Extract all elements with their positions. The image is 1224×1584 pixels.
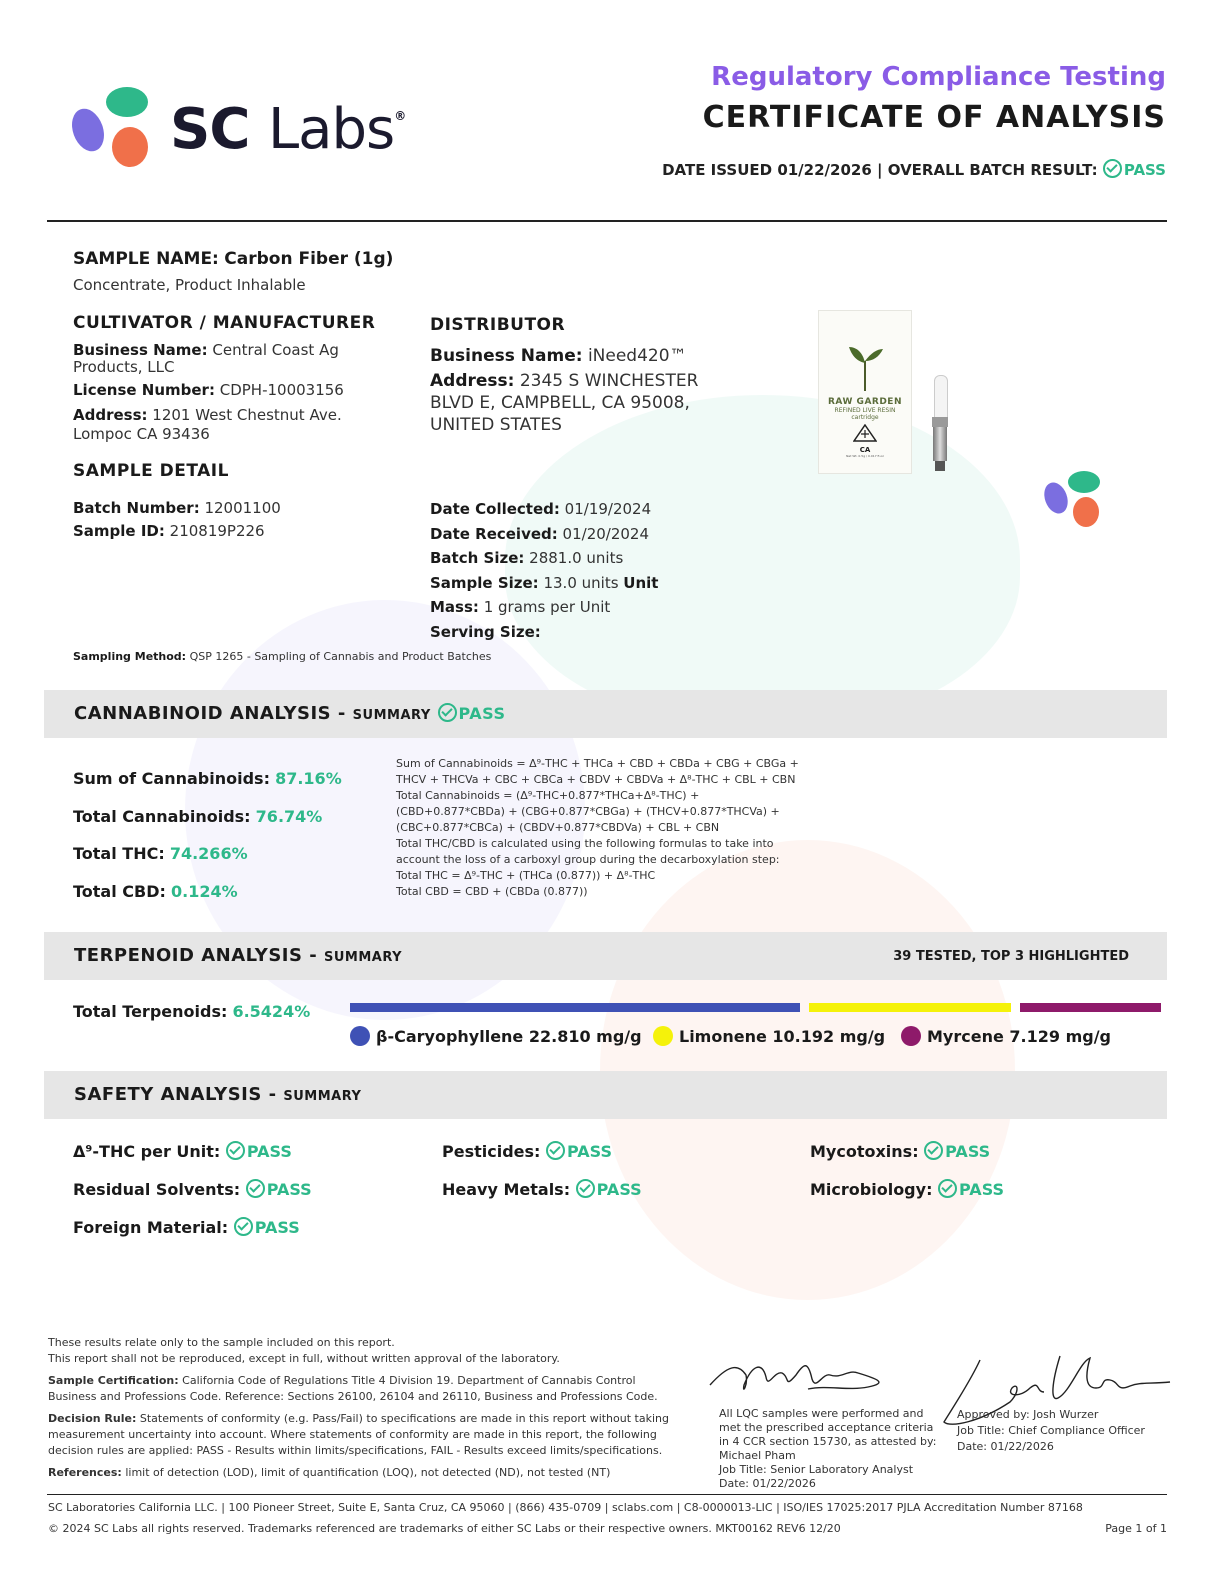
rule-text: Statements of conformity (e.g. Pass/Fail) to specifications are made in this report without taking — [139, 1412, 669, 1425]
formula-line: Total THC/CBD is calculated using the following formulas to take into — [396, 837, 774, 850]
logo-reg: ® — [394, 109, 406, 123]
terpene-legend-2 — [653, 1026, 885, 1046]
terpene-bar-3 — [1020, 1003, 1161, 1012]
safety-band — [44, 1071, 1167, 1119]
terpenoid-title: TERPENOID ANALYSIS - — [74, 945, 318, 966]
check-icon — [546, 1141, 565, 1160]
date-collected: 01/19/2024 — [564, 500, 652, 518]
thc-label: Total THC: — [73, 844, 165, 864]
product-line2: cartridge — [851, 414, 879, 421]
rule-text-3: decision rules are applied: PASS - Results within limits/specifications, FAIL - Results exceed limits/specifications. — [48, 1444, 663, 1457]
formula-line: Total THC = Δ⁹-THC + (THCa (0.877)) + Δ⁸-THC — [396, 869, 656, 882]
product-brand: RAW GARDEN — [828, 397, 902, 407]
cartridge-image — [932, 375, 948, 471]
sig2-line: Job Title: Chief Compliance Officer — [957, 1424, 1145, 1437]
check-icon — [234, 1217, 253, 1236]
cannabis-warning-icon — [853, 424, 877, 442]
sum-label: Sum of Cannabinoids: — [73, 769, 270, 788]
logo-mark-icon — [70, 85, 152, 171]
product-image — [818, 310, 912, 474]
cannabinoid-formula — [396, 756, 799, 900]
formula-line: (CBD+0.877*CBDa) + (CBG+0.877*CBGa) + (THCV+0.877*THCVa) + — [396, 805, 780, 818]
footer-address: SC Laboratories California LLC. | 100 Pioneer Street, Suite E, Santa Cruz, CA 95060 | (866) 435-0709 | sclabs.com | C8-0000013-LIC | ISO/IES 17025:2017 PJLA Accreditation Number 87168 — [48, 1501, 1083, 1514]
signature-block-1 — [719, 1407, 936, 1491]
footer-notes — [48, 1335, 688, 1481]
sc-labs-logo — [70, 85, 430, 175]
product-ca: CA — [859, 446, 871, 454]
terpenoid-band — [44, 932, 1167, 980]
cultivator-block — [73, 341, 373, 444]
safety-label: Heavy Metals: — [442, 1180, 571, 1199]
safety-label: Residual Solvents: — [73, 1180, 241, 1199]
cannabinoid-result: PASS — [458, 704, 506, 723]
sample-size-label: Sample Size: — [430, 573, 539, 592]
cult-address-line2: Lompoc CA 93436 — [73, 425, 210, 443]
terpene-dot — [653, 1026, 673, 1046]
terpene-name: Limonene 10.192 mg/g — [679, 1027, 886, 1046]
product-line1: REFINED LIVE RESIN — [834, 407, 896, 414]
collected-label: Date Collected: — [430, 500, 560, 518]
cannabinoid-band — [44, 690, 1167, 738]
cert-text: California Code of Regulations Title 4 Division 19. Department of Cannabis Control — [182, 1374, 636, 1387]
cannabinoid-values — [73, 760, 342, 910]
safety-item — [810, 1179, 1004, 1199]
page-number: Page 1 of 1 — [1105, 1522, 1167, 1535]
dist-address-line2: BLVD E, CAMPBELL, CA 95008, — [430, 393, 690, 413]
bg-blob-orange — [600, 840, 1015, 1300]
thc-value: 74.266% — [169, 844, 248, 864]
check-icon — [938, 1179, 957, 1198]
terpene-bar-2 — [809, 1003, 1011, 1012]
safety-item — [810, 1141, 990, 1161]
formula-line: THCV + THCVa + CBC + CBCa + CBDV + CBDVa + Δ⁸-THC + CBL + CBN — [396, 773, 796, 786]
mass: 1 grams per Unit — [483, 598, 611, 617]
terpenoid-tested: 39 TESTED, TOP 3 HIGHLIGHTED — [893, 949, 1129, 964]
report-title: CERTIFICATE OF ANALYSIS — [702, 100, 1166, 135]
terpene-name: β-Caryophyllene 22.810 mg/g — [376, 1027, 642, 1046]
dist-address-line3: UNITED STATES — [430, 415, 562, 435]
dist-address-label: Address: — [430, 371, 515, 391]
safety-label: Mycotoxins: — [810, 1142, 919, 1161]
safety-item — [73, 1141, 292, 1161]
formula-line: account the loss of a carboxyl group during the decarboxylation step: — [396, 853, 780, 866]
separator: | — [877, 161, 883, 179]
sig1-line: Michael Pham — [719, 1449, 796, 1462]
dist-address: 2345 S WINCHESTER — [519, 371, 699, 391]
safety-result: PASS — [266, 1180, 312, 1199]
safety-label: Foreign Material: — [73, 1218, 229, 1237]
sample-name: Carbon Fiber (1g) — [224, 249, 394, 269]
cult-business: Central Coast Ag — [212, 341, 339, 359]
note-line: These results relate only to the sample included on this report. — [48, 1336, 395, 1349]
terpenoid-total — [73, 1002, 310, 1021]
safety-result: PASS — [254, 1218, 300, 1237]
terpene-name: Myrcene 7.129 mg/g — [927, 1027, 1111, 1046]
cult-address-label: Address: — [73, 406, 148, 424]
batch-size-label: Batch Size: — [430, 549, 525, 568]
safety-item — [73, 1179, 312, 1199]
check-icon — [924, 1141, 943, 1160]
sampling-method — [73, 650, 491, 663]
overall-label: OVERALL BATCH RESULT: — [887, 161, 1098, 179]
terp-total-value: 6.5424% — [232, 1002, 311, 1021]
ref-label: References: — [48, 1466, 122, 1479]
logo-text-labs: Labs — [267, 97, 395, 162]
sample-detail-right — [430, 497, 658, 645]
footer-copyright: © 2024 SC Labs all rights reserved. Trademarks referenced are trademarks of either SC Labs or their respective owners. MKT00162 REV6 12/20 — [48, 1522, 841, 1535]
mass-label: Mass: — [430, 598, 479, 617]
cultivator-heading: CULTIVATOR / MANUFACTURER — [73, 313, 376, 333]
formula-line: Sum of Cannabinoids = Δ⁹-THC + THCa + CBD + CBDa + CBG + CBGa + — [396, 757, 799, 770]
safety-item — [73, 1217, 300, 1237]
rule-text-2: measurement uncertainty into account. Where statements of conformity are made in this report, the following — [48, 1428, 657, 1441]
safety-result: PASS — [596, 1180, 642, 1199]
check-icon — [438, 703, 457, 722]
cult-business-line2: Products, LLC — [73, 358, 175, 376]
cannabinoid-title: CANNABINOID ANALYSIS - — [74, 703, 346, 724]
batch-label: Batch Number: — [73, 499, 200, 517]
date-received: 01/20/2024 — [562, 524, 650, 543]
safety-title: SAFETY ANALYSIS - — [74, 1084, 277, 1105]
issue-line — [662, 159, 1166, 179]
terpene-legend-3 — [901, 1026, 1111, 1046]
terpene-bar-1 — [350, 1003, 800, 1012]
footer-rule — [47, 1494, 1167, 1495]
sample-name-row — [73, 249, 393, 269]
safety-summary: SUMMARY — [283, 1089, 362, 1104]
sample-type: Concentrate, Product Inhalable — [73, 276, 306, 294]
cannabinoid-summary: SUMMARY — [352, 708, 431, 723]
sample-size: 13.0 units — [543, 573, 619, 592]
sampling-label: Sampling Method: — [73, 650, 187, 663]
check-icon — [576, 1179, 595, 1198]
sig1-line: met the prescribed acceptance criteria — [719, 1421, 934, 1434]
dist-business: iNeed420™ — [587, 346, 687, 366]
distributor-heading: DISTRIBUTOR — [430, 315, 566, 335]
logo-text-sc: SC — [170, 97, 250, 162]
product-net: Net Wt. 0.5g / 0.017 fl.oz — [846, 454, 884, 458]
check-icon — [226, 1141, 245, 1160]
date-issued-label: DATE ISSUED — [662, 161, 773, 179]
safety-result: PASS — [567, 1142, 612, 1161]
serving-label: Serving Size: — [430, 622, 541, 641]
sig1-line: Date: 01/22/2026 — [719, 1477, 816, 1490]
cbd-label: Total CBD: — [73, 881, 166, 901]
sample-size-unit: Unit — [623, 573, 659, 592]
formula-line: Total CBD = CBD + (CBDa (0.877)) — [396, 885, 588, 898]
terpenoid-summary: SUMMARY — [323, 950, 403, 965]
header-rule — [47, 220, 1167, 222]
terp-total-label: Total Terpenoids: — [73, 1002, 228, 1021]
terpene-dot — [350, 1026, 370, 1046]
sum-value: 87.16% — [275, 769, 342, 788]
cbd-value: 0.124% — [171, 881, 238, 901]
date-issued: 01/22/2026 — [777, 161, 872, 179]
cult-business-label: Business Name: — [73, 341, 208, 359]
report-subtitle: Regulatory Compliance Testing — [711, 62, 1166, 92]
safety-label: Δ⁹-THC per Unit: — [73, 1142, 221, 1161]
check-icon — [246, 1179, 265, 1198]
sig1-line: in 4 CCR section 15730, as attested by: — [719, 1435, 937, 1448]
license-label: License Number: — [73, 381, 215, 399]
safety-result: PASS — [959, 1180, 1005, 1199]
sample-id-label: Sample ID: — [73, 522, 165, 540]
sample-id: 210819P226 — [169, 522, 265, 540]
sprout-icon — [845, 333, 885, 393]
license-number: CDPH-10003156 — [219, 381, 344, 399]
check-icon — [1103, 159, 1122, 178]
sampling-value: QSP 1265 - Sampling of Cannabis and Product Batches — [189, 650, 492, 663]
sample-detail-left — [73, 497, 281, 543]
safety-result: PASS — [945, 1142, 991, 1161]
safety-label: Pesticides: — [442, 1142, 541, 1161]
batch-size: 2881.0 units — [529, 549, 624, 568]
formula-line: (CBC+0.877*CBCa) + (CBDV+0.877*CBDVa) + CBL + CBN — [396, 821, 720, 834]
sample-name-label: SAMPLE NAME: — [73, 249, 219, 269]
dist-business-label: Business Name: — [430, 346, 583, 366]
formula-line: Total Cannabinoids = (Δ⁹-THC+0.877*THCa+Δ⁸-THC) + — [396, 789, 700, 802]
note-line: This report shall not be reproduced, except in full, without written approval of the laboratory. — [48, 1352, 560, 1365]
cert-label: Sample Certification: — [48, 1374, 179, 1387]
sig1-line: All LQC samples were performed and — [719, 1407, 924, 1420]
cult-address: 1201 West Chestnut Ave. — [152, 406, 342, 424]
safety-label: Microbiology: — [810, 1180, 933, 1199]
distributor-block — [430, 345, 710, 436]
sig2-line: Approved by: Josh Wurzer — [957, 1408, 1099, 1421]
cert-text-2: Business and Professions Code. Reference: Sections 26100, 26104 and 26110, Business and Professions Code. — [48, 1390, 658, 1403]
safety-result: PASS — [246, 1142, 292, 1161]
safety-item — [442, 1141, 612, 1161]
sample-detail-heading: SAMPLE DETAIL — [73, 461, 229, 481]
batch-number: 12001100 — [204, 499, 281, 517]
safety-item — [442, 1179, 642, 1199]
total-label: Total Cannabinoids: — [73, 806, 251, 826]
rule-label: Decision Rule: — [48, 1412, 137, 1425]
signature-pham — [708, 1355, 898, 1405]
small-logo-icon — [1042, 468, 1102, 530]
terpene-legend-1 — [350, 1026, 642, 1046]
terpene-dot — [901, 1026, 921, 1046]
received-label: Date Received: — [430, 524, 558, 543]
signature-block-2 — [957, 1407, 1145, 1455]
overall-result: PASS — [1123, 161, 1166, 179]
ref-text: limit of detection (LOD), limit of quantification (LOQ), not detected (ND), not tested (NT) — [125, 1466, 611, 1479]
total-value: 76.74% — [255, 806, 323, 826]
sig2-line: Date: 01/22/2026 — [957, 1440, 1054, 1453]
sig1-line: Job Title: Senior Laboratory Analyst — [719, 1463, 914, 1476]
